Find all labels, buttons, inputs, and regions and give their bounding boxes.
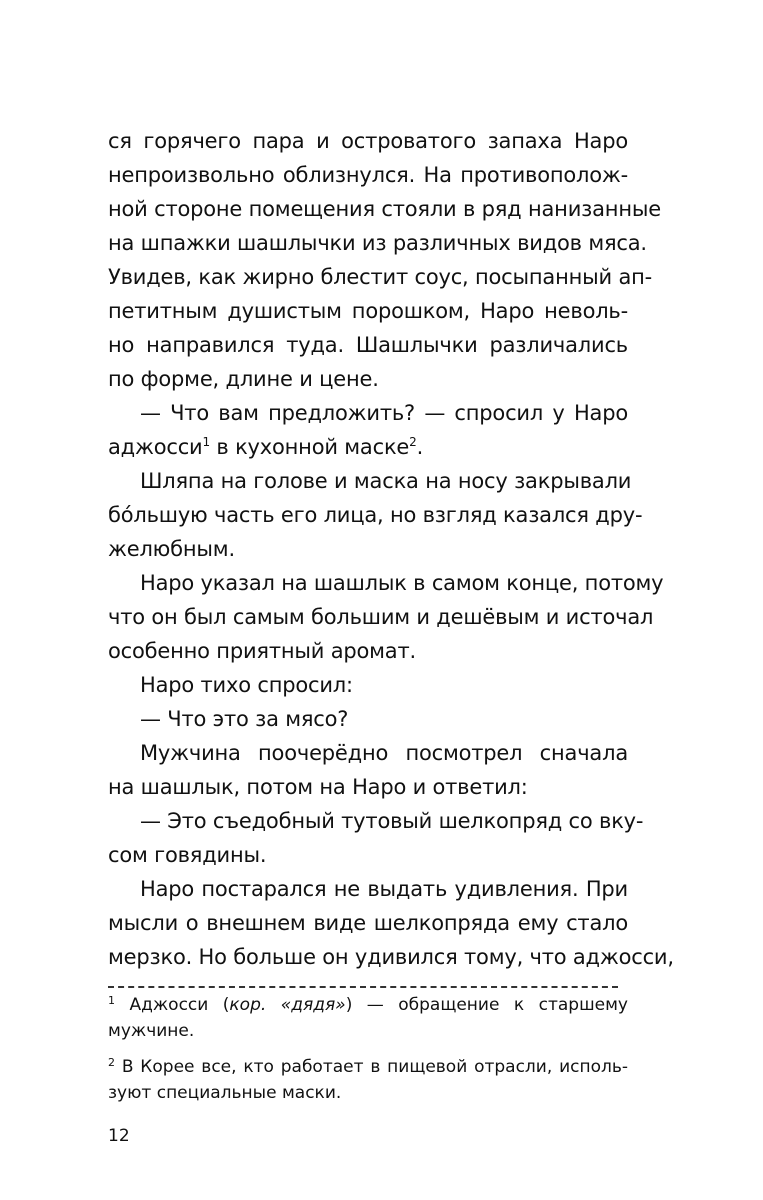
text-line: Мужчина поочерёдно посмотрел сначала bbox=[140, 741, 628, 765]
text-line: бо́льшую часть его лица, но взгляд казался дру- bbox=[108, 503, 643, 527]
footnote-separator bbox=[108, 986, 618, 988]
footnote bbox=[108, 1054, 628, 1106]
footnote-text: В Корее все, кто работает в пищевой отрасли, исполь- bbox=[121, 1057, 628, 1077]
footnote-line bbox=[108, 1054, 628, 1080]
text-line: непроизвольно облизнулся. На противополож- bbox=[108, 163, 628, 187]
footnote-line bbox=[108, 1018, 628, 1044]
text-line: но направился туда. Шашлычки различались bbox=[108, 333, 628, 357]
text-line: особенно приятный аромат. bbox=[108, 639, 416, 663]
paragraph bbox=[108, 702, 628, 736]
footnotes bbox=[108, 992, 628, 1106]
paragraph bbox=[108, 804, 644, 872]
footnote-line bbox=[108, 1080, 628, 1106]
footnote-ref: 1 bbox=[202, 435, 210, 449]
paragraph bbox=[108, 668, 628, 702]
text-line: по форме, длине и цене. bbox=[108, 367, 379, 391]
text-line: — Это съедобный тутовый шелкопряд со вку- bbox=[140, 809, 644, 833]
text-line: на шпажки шашлычки из различных видов мяса. bbox=[108, 231, 647, 255]
paragraph bbox=[108, 872, 674, 974]
text-line: сом говядины. bbox=[108, 843, 267, 867]
paragraph bbox=[108, 396, 628, 464]
footnote-line bbox=[108, 992, 628, 1018]
text-line: на шашлык, потом на Наро и ответил: bbox=[108, 775, 528, 799]
text-line: Шляпа на голове и маска на носу закрывали bbox=[140, 469, 632, 493]
text-line: Наро постарался не выдать удивления. При bbox=[140, 877, 628, 901]
text-line: аджосси$^1$ в кухонной маске$^2$. bbox=[108, 435, 424, 459]
footnote-text: Аджосси (кор. «дядя») — обращение к старшему bbox=[129, 995, 628, 1015]
text-line: мерзко. Но больше он удивился тому, что аджосси, bbox=[108, 945, 674, 969]
footnote-marker: 1 bbox=[108, 994, 115, 1007]
text-line: петитным душистым порошком, Наро неволь- bbox=[108, 299, 628, 323]
text-line: Увидев, как жирно блестит соус, посыпанный ап- bbox=[108, 265, 653, 289]
paragraph bbox=[108, 124, 661, 396]
text-line: ся горячего пара и островатого запаха Наро bbox=[108, 129, 628, 153]
text-line: — Что вам предложить? — спросил у Наро bbox=[140, 401, 628, 425]
text-line: Наро тихо спросил: bbox=[140, 673, 353, 697]
text-line: мысли о внешнем виде шелкопряда ему стало bbox=[108, 911, 628, 935]
footnote-marker: 2 bbox=[108, 1056, 115, 1069]
text-line: — Что это за мясо? bbox=[140, 707, 349, 731]
footnote-text: мужчине. bbox=[108, 1021, 195, 1041]
text-line: Наро указал на шашлык в самом конце, потому bbox=[140, 571, 664, 595]
paragraph bbox=[108, 736, 628, 804]
text-line: что он был самым большим и дешёвым и источал bbox=[108, 605, 654, 629]
text-line: желюбным. bbox=[108, 537, 235, 561]
body-text bbox=[108, 124, 674, 974]
text-line: ной стороне помещения стояли в ряд нанизанные bbox=[108, 197, 661, 221]
footnote-text: зуют специальные маски. bbox=[108, 1083, 342, 1103]
page-number: 12 bbox=[108, 1126, 130, 1146]
paragraph bbox=[108, 464, 643, 566]
footnote bbox=[108, 992, 628, 1044]
paragraph bbox=[108, 566, 664, 668]
footnote-ref: 2 bbox=[409, 435, 417, 449]
